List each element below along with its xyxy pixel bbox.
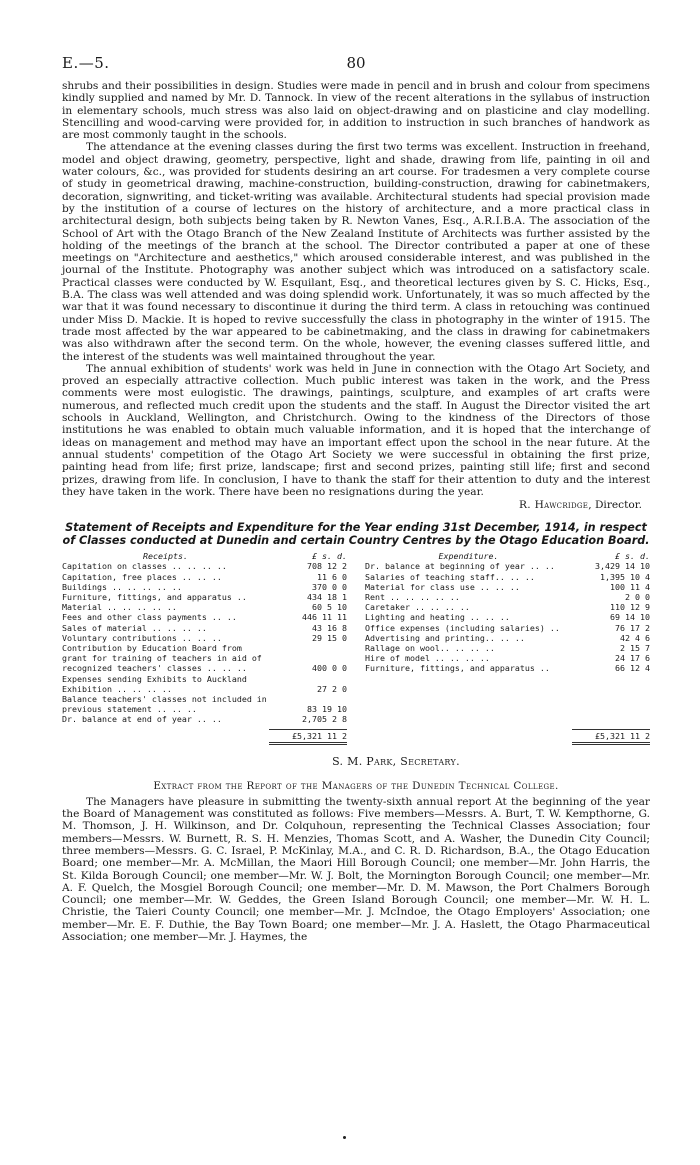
receipt-row [62, 633, 347, 643]
expenditure-amount: 2 15 7 [620, 642, 650, 653]
receipt-label: Sales of material .. .. .. .. [62, 622, 207, 633]
expenditure-label: Advertising and printing.. .. .. [365, 632, 525, 643]
expenditure-currency-header: £ s. d. [615, 551, 650, 562]
expenditure-amount: 76 17 2 [615, 622, 650, 633]
receipts-heading: Receipts. [143, 551, 188, 562]
receipts-column [62, 551, 347, 745]
extract-title: Extract from the Report of the Managers of the Dunedin Technical College. [153, 779, 559, 792]
director-signature [62, 499, 650, 511]
receipt-row [62, 602, 347, 612]
report-paragraph-3: The annual exhibition of students' work was held in June in connection with the Otago Art Society, and proved an especially attractive collection. Much public interest was taken in the work, and the Press comments were most eulogistic. The drawings, paintings, sculpture, and examples of art crafts were numerous, and reflected much credit upon the students and the staff. In August the Director visited the art schools in Auckland, Wellington, and Christchurch. Owing to the kindness of the Directors of those institutions he was enabled to obtain much valuable information, and it is hoped that the interchange of ideas on management and method may have an important effect upon the school in the near future. At the annual students' competition of the Otago Art Society we were successful in obtaining the first prize, painting head from life; first prize, landscape; first and second prizes, painting still life; first and second prizes, drawing from life. In conclusion, I have to thank the staff for their attention to duty and the interest they have taken in the work. There have been no resignations during the year. [62, 362, 650, 498]
statement-title: Statement of Receipts and Expenditure for the Year ending 31st December, 1914, in respect of Classes conducted at Dunedin and certain Country Centres by the Otago Education Board. [62, 521, 650, 548]
receipt-amount: 708 12 2 [307, 561, 347, 572]
receipts-total: £5,321 11 2 [269, 729, 347, 745]
expenditure-row [365, 643, 650, 653]
expenditure-amount: 3,429 14 10 [595, 561, 650, 572]
receipt-amount: 400 0 0 [312, 663, 347, 674]
expenditure-row [365, 602, 650, 612]
expenditure-row [365, 612, 650, 622]
expenditure-heading: Expenditure. [438, 551, 499, 562]
receipt-row [62, 592, 347, 602]
expenditure-label: Rallage on wool.. .. .. .. [365, 642, 495, 653]
expenditure-amount: 2 0 0 [625, 591, 650, 602]
expenditure-row [365, 561, 650, 571]
expenditure-row [365, 653, 650, 663]
parliamentary-paper-ref: E.—5. [62, 54, 110, 72]
receipt-label: Capitation on classes .. .. .. .. [62, 561, 227, 572]
expenditure-label: Material for class use .. .. .. [365, 581, 520, 592]
expenditure-amount: 66 12 4 [615, 663, 650, 674]
receipt-label: Dr. balance at end of year .. .. [62, 714, 222, 725]
receipt-amount: 11 6 0 [317, 571, 347, 582]
expenditure-amount: 110 12 9 [610, 602, 650, 613]
receipt-amount: 370 0 0 [312, 581, 347, 592]
receipt-row [62, 582, 347, 592]
receipt-amount: 83 19 10 [307, 704, 347, 715]
expenditure-row [365, 633, 650, 643]
expenditure-row [365, 582, 650, 592]
receipt-label: Contribution by Education Board from grant for training of teachers in aid of recognized teachers' classes .. .. .. [62, 642, 262, 674]
statement-table [62, 551, 650, 745]
receipt-label: Fees and other class payments .. .. [62, 612, 237, 623]
report-paragraph-2: The attendance at the evening classes during the first two terms was excellent. Instruction in freehand, model and object drawing, geometry, perspective, light and shade, drawing from life, painting in oil and water colours, &c., was provided for students desiring an art course. For tradesmen a very complete course of study in geometrical drawing, machine-construction, building-construction, drawing for cabinetmakers, decoration, signwriting, and ticket-writing was available. Architectural students had special provision made by the institution of a course of lectures on the history of architecture, and a more practical class in architectural design, both subjects being taken by R. Newton Vanes, Esq., A.R.I.B.A. The association of the School of Art with the Otago Branch of the New Zealand Institute of Architects was further assisted by the holding of the meetings of the branch at the school. The Director contributed a paper at one of these meetings on "Architecture and aesthetics," which aroused considerable interest, and was published in the journal of the Institute. Photography was another subject which was introduced on a satisfactory scale. Practical classes were conducted by W. Esquilant, Esq., and theoretical lectures given by S. C. Hicks, Esq., B.A. The class was well attended and was doing splendid work. Unfortunately, it was so much affected by the war that it was found necessary to discontinue it during the third term. A class in retouching was continued under Miss D. Mackie. It is hoped to revive successfully the class in photography in the winter of 1915. The trade most affected by the war appeared to be cabinetmaking, and the class in drawing for cabinetmakers was also withdrawn after the second term. On the whole, however, the evening classes suffered little, and the interest of the students was well maintained throughout the year. [62, 141, 650, 363]
receipt-label: Furniture, fittings, and apparatus .. [62, 591, 247, 602]
secretary-signature: S. M. Park, Secretary. [332, 754, 460, 768]
receipt-amount: 434 18 1 [307, 591, 347, 602]
receipt-amount: 29 15 0 [312, 632, 347, 643]
receipt-amount: 27 2 0 [317, 683, 347, 694]
receipt-label: Capitation, free places .. .. .. [62, 571, 222, 582]
expenditure-label: Furniture, fittings, and apparatus .. [365, 663, 550, 674]
extract-paragraph: The Managers have pleasure in submitting the twenty-sixth annual report At the beginning of the year the Board of Management was constituted as follows: Five members—Messrs. A. Burt, T. W. Kempthorne, G. M. Thomson, J. H. Wilkinson, and Dr. Colquhoun, representing the Technical Classes Association; four members—Messrs. W. Burnett, R. S. H. Menzies, Thomas Scott, and A. Washer, the Dunedin City Council; three members—Messrs. G. C. Israel, P. McKinlay, M.A., and C. R. D. Richardson, B.A., the Otago Education Board; one member—Mr. A. McMillan, the Maori Hill Borough Council; one member—Mr. John Harris, the St. Kilda Borough Council; one member—Mr. W. J. Bolt, the Mornington Borough Council; one member—Mr. A. F. Quelch, the Mosgiel Borough Council; one member—Mr. D. M. Mawson, the Port Chalmers Borough Council; one member—Mr. W. Geddes, the Green Island Borough Council; one member—Mr. W. H. L. Christie, the Taieri County Council; one member—Mr. J. McIndoe, the Otago Employers' Association; one member—Mr. E. F. Duthie, the Bay Town Board; one member—Mr. J. A. Haslett, the Otago Pharmaceutical Association; one member—Mr. J. Haymes, the [62, 795, 650, 944]
page-header [62, 54, 650, 80]
receipts-currency-header: £ s. d. [312, 551, 347, 562]
receipt-row [62, 561, 347, 571]
document-page [62, 54, 650, 943]
receipt-label: Buildings .. .. .. .. .. [62, 581, 182, 592]
receipt-row [62, 623, 347, 633]
receipt-row [62, 572, 347, 582]
director-name: R. Hawcridge [518, 499, 589, 512]
expenditure-label: Lighting and heating .. .. .. [365, 612, 510, 623]
expenditure-amount: 69 14 10 [610, 612, 650, 623]
expenditure-row [365, 663, 650, 673]
expenditure-row [365, 623, 650, 633]
director-title: , Director. [588, 499, 642, 512]
expenditure-amount: 100 11 4 [610, 581, 650, 592]
receipt-row [62, 612, 347, 622]
print-speck [343, 1136, 346, 1139]
receipt-row [62, 694, 347, 714]
receipt-row [62, 714, 347, 724]
expenditure-label: Salaries of teaching staff.. .. .. [365, 571, 535, 582]
receipt-amount: 43 16 8 [312, 622, 347, 633]
expenditure-label: Rent .. .. .. .. .. [365, 591, 460, 602]
receipt-label: Expenses sending Exhibits to Auckland Exhibition .. .. .. .. [62, 673, 247, 694]
expenditure-label: Office expenses (including salaries) .. [365, 622, 560, 633]
expenditure-label: Caretaker .. .. .. .. [365, 602, 470, 613]
expenditure-amount: 24 17 6 [615, 653, 650, 664]
expenditure-label: Dr. balance at beginning of year .. .. [365, 561, 555, 572]
receipt-amount: 60 5 10 [312, 602, 347, 613]
receipt-amount: 446 11 11 [302, 612, 347, 623]
receipt-label: Material .. .. .. .. .. [62, 602, 177, 613]
expenditure-label: Hire of model .. .. .. .. [365, 653, 490, 664]
expenditure-row [365, 592, 650, 602]
page-number: 80 [346, 54, 366, 72]
expenditure-amount: 42 4 6 [620, 632, 650, 643]
expenditure-total: £5,321 11 2 [572, 729, 650, 745]
expenditure-row [365, 572, 650, 582]
report-paragraph-1: shrubs and their possibilities in design. Studies were made in pencil and in brush and colour from specimens kindly supplied and named by Mr. D. Tannock. In view of the recent alterations in the syllabus of instruction in elementary schools, much stress was also laid on object-drawing and on plasticine and clay modelling. Stencilling and wood-carving were provided for, in addition to instruction in such branches of handwork as are most commonly taught in the schools. [62, 80, 650, 142]
receipt-label: Balance teachers' classes not included in previous statement .. .. .. [62, 693, 267, 715]
expenditure-column [365, 551, 650, 745]
receipt-row [62, 643, 347, 674]
receipt-row [62, 674, 347, 694]
receipt-amount: 2,705 2 8 [302, 714, 347, 725]
receipt-label: Voluntary contributions .. .. .. [62, 632, 222, 643]
expenditure-amount: 1,395 10 4 [600, 571, 650, 582]
